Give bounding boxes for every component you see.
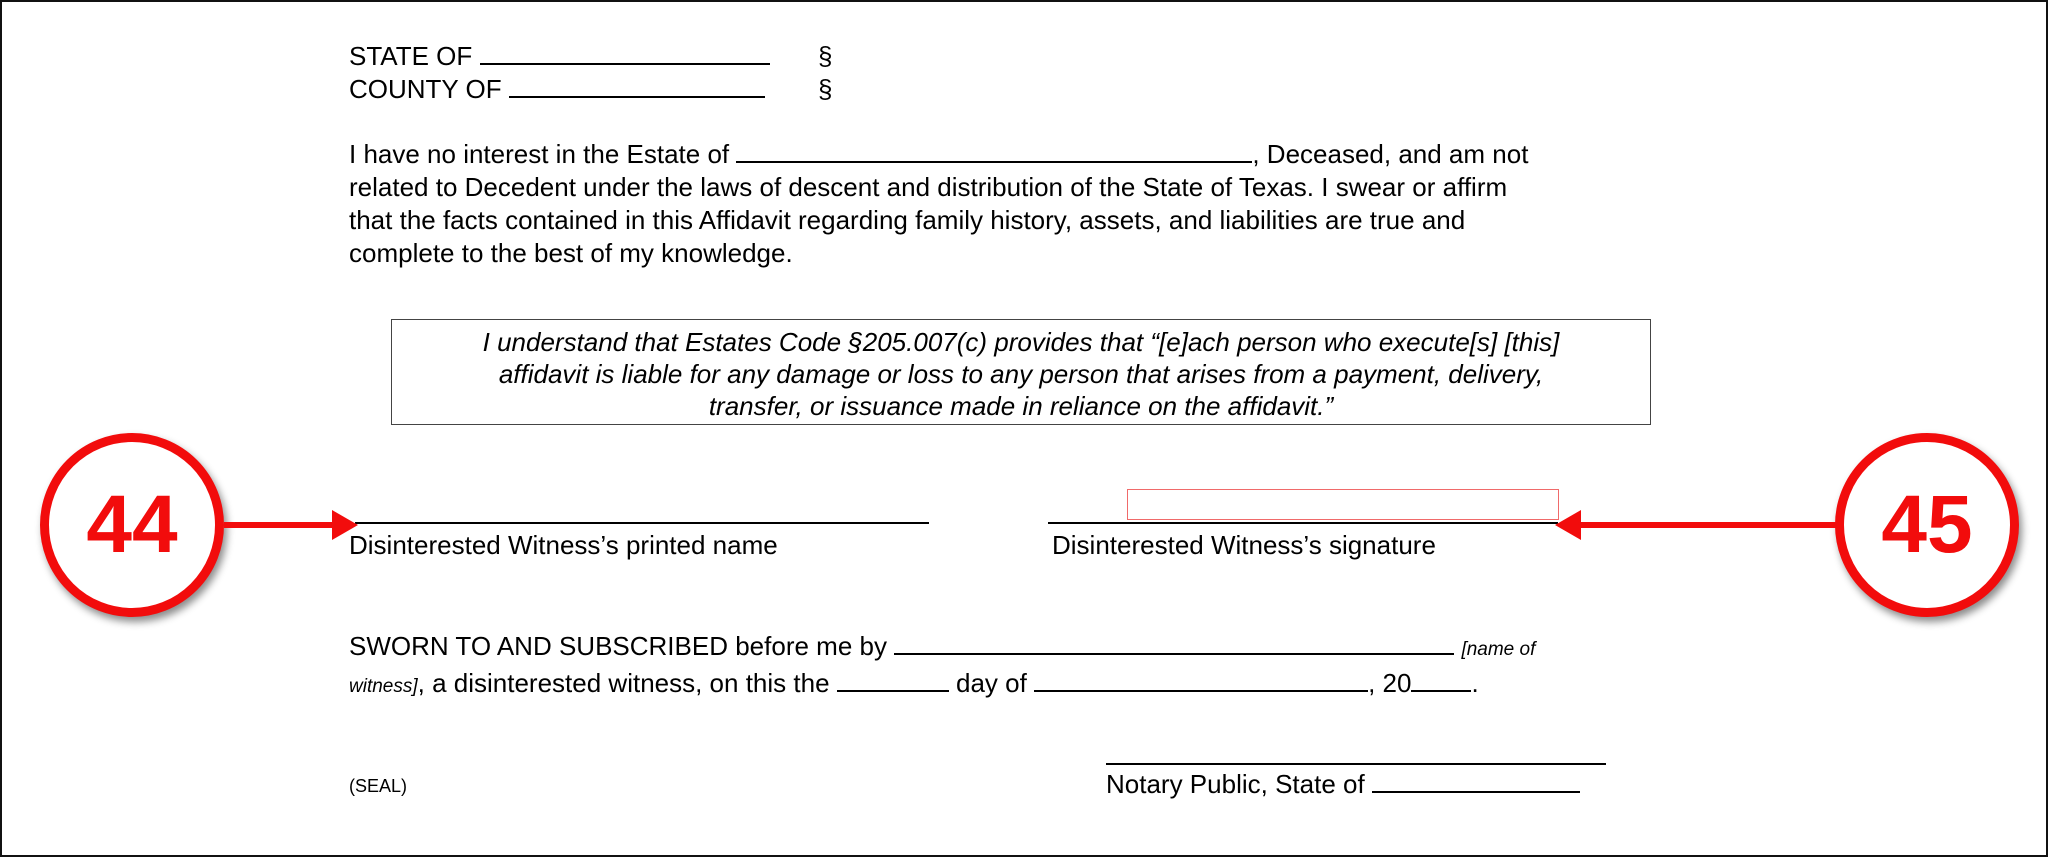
callout-number: 45 — [1881, 479, 1973, 570]
notary-line — [1106, 768, 1580, 801]
jurat-note: witness] — [349, 676, 418, 697]
jurat-line-2 — [349, 667, 1479, 703]
seal-label: (SEAL) — [349, 776, 408, 796]
arrow-line — [1580, 522, 1838, 528]
section-symbol: § — [818, 41, 833, 71]
arrow-right-icon — [332, 510, 358, 540]
estate-name-blank-field[interactable] — [736, 139, 1252, 163]
witness-signature-label: Disinterested Witness’s signature — [1052, 530, 1436, 560]
notice-line-2: affidavit is liable for any damage or loss to any person that arises from a payment, delivery, — [498, 359, 1544, 389]
jurat-note: [name of — [1461, 639, 1536, 660]
state-of-label: STATE OF — [349, 41, 473, 71]
witness-signature-line[interactable] — [1048, 522, 1558, 524]
arrow-left-icon — [1555, 510, 1581, 540]
statement-line-2: related to Decedent under the laws of descent and distribution of the State of Texas. I swear or affirm — [349, 172, 1508, 202]
statement-text: , Deceased, and am not — [1252, 139, 1529, 169]
day-blank-field[interactable] — [837, 668, 949, 692]
jurat-text: . — [1471, 668, 1479, 698]
section-symbol: § — [818, 74, 833, 104]
year-blank-field[interactable] — [1411, 668, 1471, 692]
witness-name-blank-field[interactable] — [894, 631, 1454, 655]
statement-line-1 — [349, 138, 1669, 171]
jurat-line-1 — [349, 630, 1535, 666]
callout-number: 44 — [86, 479, 178, 570]
jurat-text: , a disinterested witness, on this the — [417, 668, 830, 698]
county-of-label: COUNTY OF — [349, 74, 502, 104]
callout-badge-44 — [40, 433, 224, 617]
statement-text: I have no interest in the Estate of — [349, 139, 730, 169]
month-blank-field[interactable] — [1034, 668, 1368, 692]
state-blank-field[interactable] — [480, 41, 770, 65]
notary-label: Notary Public, State of — [1106, 769, 1365, 799]
witness-printed-name-line[interactable] — [355, 522, 929, 524]
state-of-line — [349, 40, 770, 73]
notice-line-3: transfer, or issuance made in reliance on the affidavit.” — [708, 391, 1334, 421]
notary-signature-line[interactable] — [1106, 763, 1606, 765]
witness-signature-field[interactable] — [1127, 489, 1559, 520]
county-blank-field[interactable] — [509, 74, 765, 98]
liability-notice-box — [391, 319, 1651, 425]
notary-state-blank-field[interactable] — [1372, 769, 1580, 793]
witness-printed-name-label: Disinterested Witness’s printed name — [349, 530, 778, 560]
jurat-text: day of — [956, 668, 1027, 698]
arrow-line — [224, 522, 340, 528]
interest-statement — [349, 138, 1669, 270]
statement-line-3: that the facts contained in this Affidavit regarding family history, assets, and liabilities are true and — [349, 205, 1466, 235]
callout-badge-45 — [1835, 433, 2019, 617]
statement-line-4: complete to the best of my knowledge. — [349, 238, 793, 268]
notice-line-1: I understand that Estates Code §205.007(c) provides that “[e]ach person who execute[s] [this] — [482, 327, 1560, 357]
jurat-text: , 20 — [1368, 668, 1412, 698]
county-of-line — [349, 73, 765, 106]
jurat-text: SWORN TO AND SUBSCRIBED before me by — [349, 631, 887, 661]
